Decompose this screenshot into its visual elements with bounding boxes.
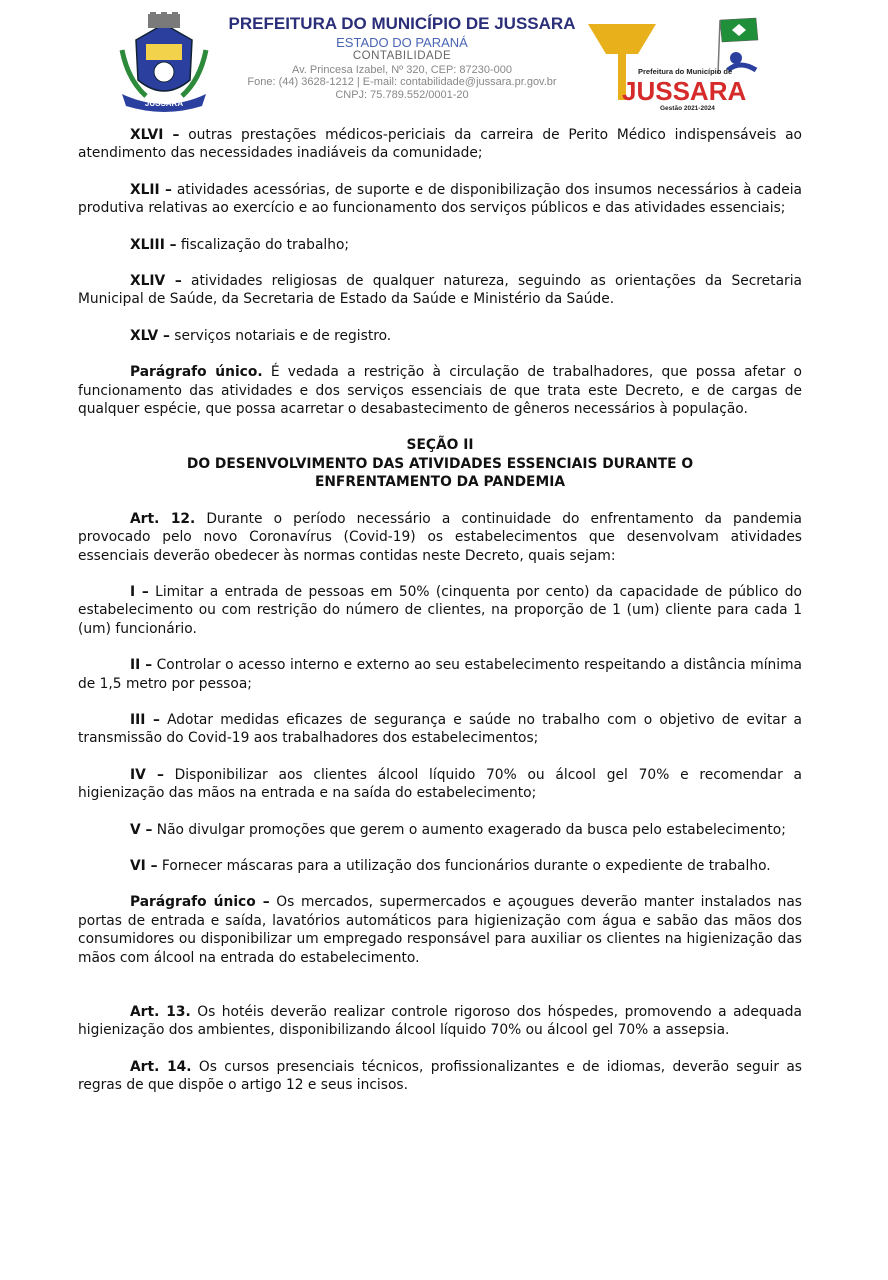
item-text: Adotar medidas eficazes de segurança e saúde no trabalho com o objetivo de evitar a transmissão do Covid-19 aos trabalhadores dos estabelecimentos; — [78, 711, 802, 747]
section-heading-line: ENFRENTAMENTO DA PANDEMIA — [314, 474, 566, 491]
item-text: outras prestações médicos-periciais da carreira de Perito Médico indispensáveis ao atendimento das necessidades inadiáveis da comunidade; — [78, 127, 802, 162]
item-label: II – — [130, 657, 153, 674]
item-text: Disponibilizar aos clientes álcool líquido 70% ou álcool gel 70% e recomendar a higienização das mãos na entrada e na saída do estabelecimento; — [78, 766, 803, 802]
item-label: XLIV – — [130, 273, 182, 290]
paragraph-sole — [78, 363, 802, 418]
paragraph-item-xlvi — [78, 126, 802, 163]
item-label: XLV – — [130, 327, 170, 344]
item-label: XLII – — [130, 181, 172, 198]
logo-term-text: Gestão 2021-2024 — [660, 105, 715, 112]
letterhead-text — [210, 14, 594, 102]
item-label: I – — [130, 583, 149, 600]
item-label: III – — [130, 711, 160, 728]
item-label: Art. 13. — [130, 1004, 191, 1020]
item-text: Os hotéis deverão realizar controle rigoroso dos hóspedes, promovendo a adequada higienização dos ambientes, disponibilizando álcool líquido 70% ou álcool gel 70% a assepsia. — [78, 1004, 802, 1039]
item-text: Não divulgar promoções que gerem o aumento exagerado da busca pelo estabelecimento; — [152, 821, 786, 838]
contact-line: Fone: (44) 3628-1212 | E-mail: contabilidade@jussara.pr.gov.br — [247, 76, 557, 89]
item-text: atividades acessórias, de suporte e de disponibilização dos insumos necessários à cadeia produtiva relativas ao exercício e ao funcionamento dos serviços públicos e das atividades essenciais; — [78, 181, 802, 217]
item-text: atividades religiosas de qualquer natureza, seguindo as orientações da Secretaria Municipal de Saúde, da Secretaria de Estado da Saúde e Ministério da Saúde. — [78, 273, 802, 308]
logo-big-text: JUSSARA — [622, 76, 747, 106]
cnpj-line: CNPJ: 75.789.552/0001-20 — [335, 88, 469, 101]
item-label: VI – — [130, 857, 158, 874]
paragraph-item-xlii — [78, 181, 802, 218]
municipal-coat-of-arms-icon — [116, 10, 212, 114]
paragraph-item-xlv — [78, 327, 802, 345]
article-sole-paragraph — [78, 893, 802, 967]
logo-small-text: Prefeitura do Município de — [638, 67, 733, 76]
article-item-vi — [78, 857, 802, 875]
paragraph-item-xliv — [78, 272, 802, 309]
item-text: Os mercados, supermercados e açougues deverão manter instalados nas portas de entrada e saída, lavatórios automáticos para higienização com água e sabão das mãos dos consumidores ou disponibilizar um empregado responsável para auxiliar os clientes na higienização das mãos com álcool na entrada do estabelecimento. — [78, 894, 802, 966]
item-text: fiscalização do trabalho; — [176, 236, 350, 253]
item-label: Parágrafo único. — [130, 364, 263, 381]
jussara-administration-logo-icon — [586, 14, 766, 114]
item-text: serviços notariais e de registro. — [169, 327, 392, 344]
item-text: Fornecer máscaras para a utilização dos funcionários durante o expediente de trabalho. — [157, 857, 771, 874]
section-heading-number: SEÇÃO II — [406, 437, 474, 454]
document-body — [78, 126, 802, 1095]
item-text: Durante o período necessário a continuidade do enfrentamento da pandemia provocado pelo novo Coronavírus (Covid-19) os estabelecimentos que desenvolvam atividades essenciais deverão obedecer às normas contidas neste Decreto, quais sejam: — [78, 510, 802, 564]
item-text: É vedada a restrição à circulação de trabalhadores, que possa afetar o funcionamento das atividades e dos serviços essenciais de que trata este Decreto, e de cargas de qualquer espécie, que possa acarretar o desabastecimento de gêneros necessários à população. — [78, 364, 802, 418]
item-label: XLVI – — [130, 127, 180, 143]
address-line: Av. Princesa Izabel, Nº 320, CEP: 87230-000 — [291, 63, 513, 76]
article-12 — [78, 510, 802, 565]
item-label: Art. 12. — [130, 510, 196, 527]
item-text: Os cursos presenciais técnicos, profissionalizantes e de idiomas, deverão seguir as regras de que dispõe o artigo 12 e seus incisos. — [78, 1058, 802, 1094]
crest-banner-text: JUSSARA — [144, 99, 184, 108]
item-label: XLIII – — [130, 236, 177, 253]
article-14 — [78, 1058, 802, 1095]
department-name: CONTABILIDADE — [352, 50, 452, 63]
item-text: Limitar a entrada de pessoas em 50% (cinquenta por cento) da capacidade de público do estabelecimento ou com restrição do número de clientes, na proporção de 1 (um) cliente para cada 1 (um) funcionário. — [78, 583, 802, 637]
article-item-iii — [78, 711, 802, 748]
article-item-ii — [78, 656, 802, 693]
item-label: V – — [130, 821, 153, 838]
item-label: Parágrafo único – — [130, 894, 270, 911]
state-name: ESTADO DO PARANÁ — [336, 34, 468, 50]
article-item-iv — [78, 766, 802, 803]
article-item-i — [78, 583, 802, 638]
item-label: IV – — [130, 766, 164, 783]
article-item-v — [78, 821, 802, 839]
section-heading-line: DO DESENVOLVIMENTO DAS ATIVIDADES ESSENCIAIS DURANTE O — [186, 455, 694, 472]
paragraph-item-xliii — [78, 236, 802, 254]
letterhead — [0, 0, 888, 122]
municipality-title: PREFEITURA DO MUNICÍPIO DE JUSSARA — [228, 14, 576, 33]
item-text: Controlar o acesso interno e externo ao seu estabelecimento respeitando a distância mínima de 1,5 metro por pessoa; — [78, 657, 802, 692]
item-label: Art. 14. — [130, 1058, 192, 1075]
article-13 — [78, 1003, 802, 1040]
